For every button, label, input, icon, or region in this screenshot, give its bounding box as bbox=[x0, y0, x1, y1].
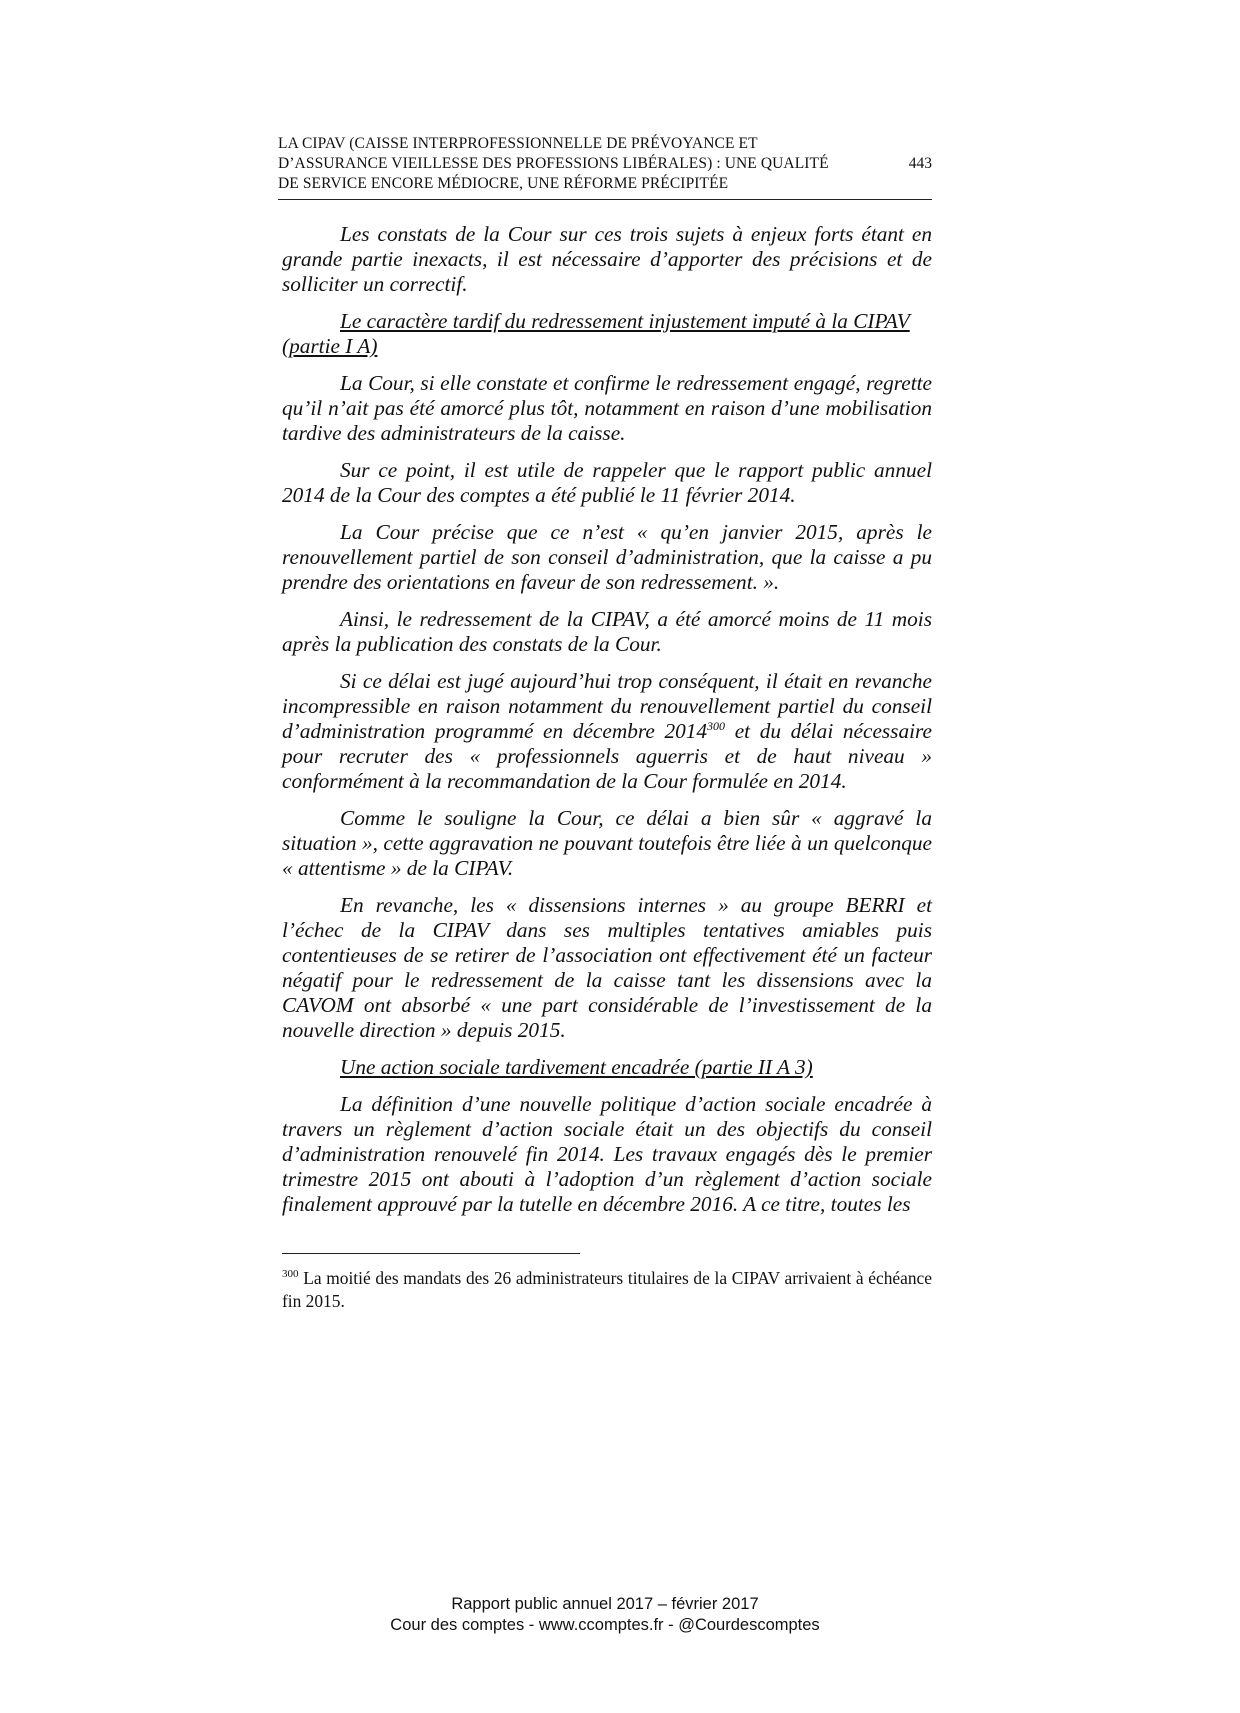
paragraph-2: La Cour, si elle constate et confirme le redressement engagé, regrette qu’il n’ait pas été amorcé plus tôt, notamment en raison d’une mobilisation tardive des administrateurs de la caisse. bbox=[282, 371, 932, 445]
header-line-1: LA CIPAV (CAISSE INTERPROFESSIONNELLE DE PRÉVOYANCE ET bbox=[278, 135, 758, 152]
header-title bbox=[278, 134, 878, 194]
page-number: 443 bbox=[908, 155, 932, 172]
paragraph-9: La définition d’une nouvelle politique d’action sociale encadrée à travers un règlement d’action sociale était un des objectifs du conseil d’administration renouvelé fin 2014. Les travaux engagés dès le premier trimestre 2015 ont abouti à l’adoption d’un règlement d’action sociale finalement approuvé par la tutelle en décembre 2016. A ce titre, toutes les bbox=[282, 1092, 932, 1216]
footer-line-2: Cour des comptes - www.ccomptes.fr - @Courdescomptes bbox=[390, 1616, 820, 1634]
footnote-reference[interactable]: 300 bbox=[707, 718, 726, 733]
header-line-2: D’ASSURANCE VIEILLESSE DES PROFESSIONS LIBÉRALES) : UNE QUALITÉ bbox=[278, 155, 829, 172]
running-header bbox=[278, 134, 932, 200]
paragraph-3: Sur ce point, il est utile de rappeler que le rapport public annuel 2014 de la Cour des comptes a été publié le 11 février 2014. bbox=[282, 458, 932, 507]
paragraph-6 bbox=[282, 669, 932, 794]
paragraph-7: Comme le souligne la Cour, ce délai a bien sûr « aggravé la situation », cette aggravation ne pouvant toutefois être liée à un quelconque « attentisme » de la CIPAV. bbox=[282, 806, 932, 880]
header-line-3: DE SERVICE ENCORE MÉDIOCRE, UNE RÉFORME PRÉCIPITÉE bbox=[278, 175, 729, 192]
main-text bbox=[282, 222, 932, 1229]
footer-line-1: Rapport public annuel 2017 – février 2017 bbox=[451, 1595, 759, 1613]
page-footer bbox=[0, 1594, 1210, 1636]
paragraph-6-part-1: Si ce délai est jugé aujourd’hui trop conséquent, il était en revanche incompressible en raison notamment du renouvellement partiel du conseil d’administration programmé en décembre 2014 bbox=[282, 669, 932, 743]
paragraph-4: La Cour précise que ce n’est « qu’en janvier 2015, après le renouvellement partiel de son conseil d’administration, que la caisse a pu prendre des orientations en faveur de son redressement. ». bbox=[282, 520, 932, 594]
paragraph-1: Les constats de la Cour sur ces trois sujets à enjeux forts étant en grande partie inexacts, il est nécessaire d’apporter des précisions et de solliciter un correctif. bbox=[282, 222, 932, 296]
paragraph-5: Ainsi, le redressement de la CIPAV, a été amorcé moins de 11 mois après la publication des constats de la Cour. bbox=[282, 607, 932, 656]
section-heading-2: Une action sociale tardivement encadrée (partie II A 3) bbox=[340, 1055, 813, 1079]
paragraph-6-part-2: et du délai nécessaire pour recruter des « professionnels aguerris et de haut niveau » conformément à la recommandation de la Cour formulée en 2014. bbox=[282, 719, 932, 793]
section-heading-1: Le caractère tardif du redressement injustement imputé à la CIPAV (partie I A) bbox=[282, 309, 910, 358]
footnote bbox=[282, 1267, 932, 1313]
footnote-number: 300 bbox=[282, 1268, 299, 1281]
footnote-separator bbox=[282, 1253, 580, 1254]
footnote-text: La moitié des mandats des 26 administrateurs titulaires de la CIPAV arrivaient à échéance fin 2015. bbox=[282, 1268, 932, 1311]
paragraph-8: En revanche, les « dissensions internes » au groupe BERRI et l’échec de la CIPAV dans ses multiples tentatives amiables puis contentieuses de se retirer de l’association ont effectivement été un facteur négatif pour le redressement de la caisse tant les dissensions avec la CAVOM ont absorbé « une part considérable de l’investissement de la nouvelle direction » depuis 2015. bbox=[282, 893, 932, 1042]
